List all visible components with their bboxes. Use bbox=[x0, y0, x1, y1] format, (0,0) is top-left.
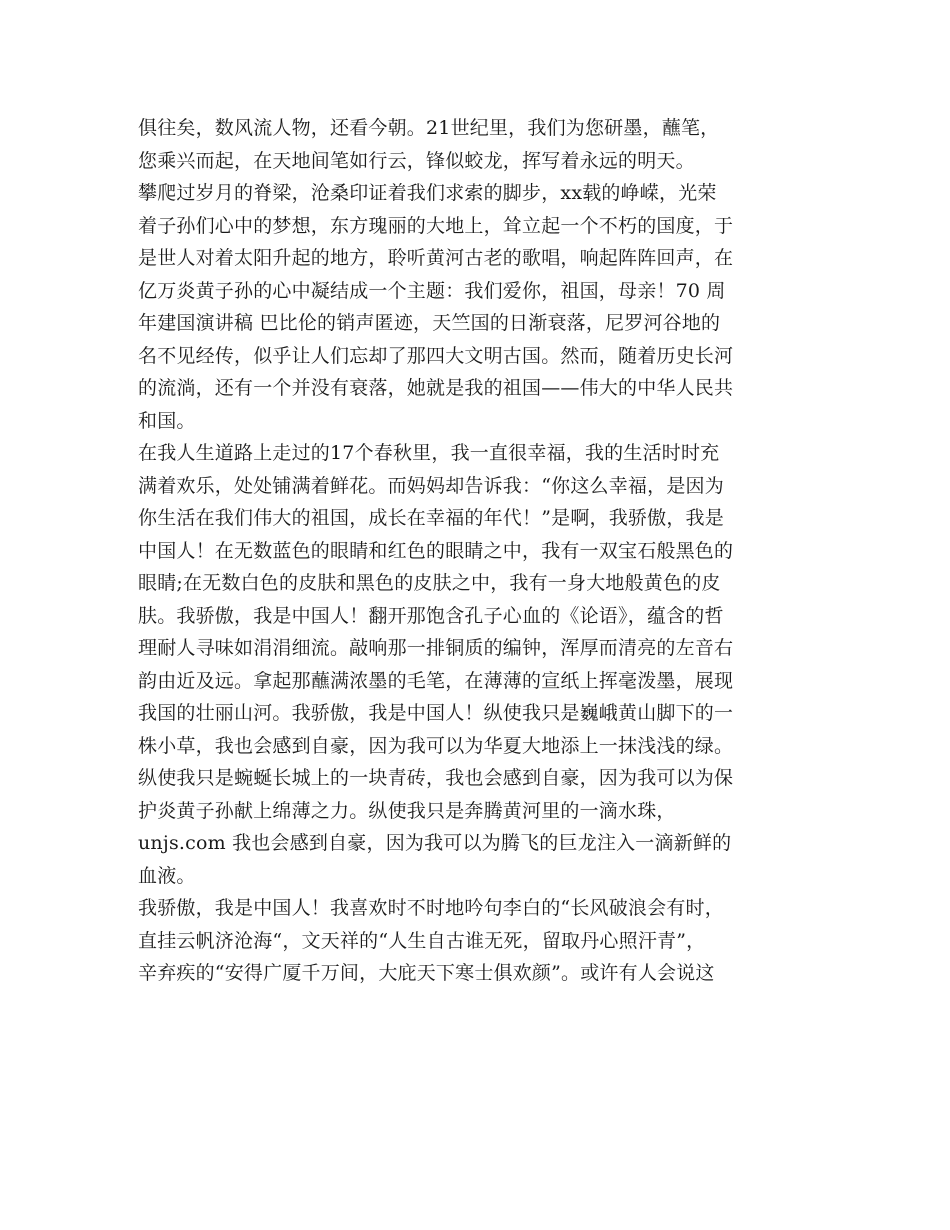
text-line: 在我人生道路上走过的17个春秋里，我一直很幸福，我的生活时时充 bbox=[138, 442, 720, 464]
text-line: 你生活在我们伟大的祖国，成长在幸福的年代！”是啊，我骄傲，我是 bbox=[138, 507, 724, 529]
text-line: 和国。 bbox=[138, 409, 196, 432]
document-body bbox=[138, 112, 818, 990]
text-line: 株小草，我也会感到自豪，因为我可以为华夏大地添上一抹浅浅的绿。 bbox=[138, 734, 734, 757]
text-line: 韵由近及远。拿起那蘸满浓墨的毛笔，在薄薄的宣纸上挥毫泼墨，展现 bbox=[138, 669, 734, 692]
text-line: 辛弃疾的“安得广厦千万间，大庇天下寒士俱欢颜”。或许有人会说这 bbox=[138, 962, 715, 984]
text-line: 年建国演讲稿 巴比伦的销声匿迹，天竺国的日渐衰落，尼罗河谷地的 bbox=[138, 312, 721, 334]
text-line: 亿万炎黄子孙的心中凝结成一个主题：我们爱你，祖国，母亲！70 周 bbox=[138, 279, 726, 302]
text-line: unjs.com 我也会感到自豪，因为我可以为腾飞的巨龙注入一滴新鲜的 bbox=[138, 832, 732, 854]
text-line: 血液。 bbox=[138, 864, 196, 887]
text-line: 的流淌，还有一个并没有衰落，她就是我的祖国——伟大的中华人民共 bbox=[138, 377, 734, 399]
text-line: 着子孙们心中的梦想，东方瑰丽的大地上，耸立起一个不朽的国度，于 bbox=[138, 214, 734, 237]
text-line: 俱往矣，数风流人物，还看今朝。21世纪里，我们为您研墨，蘸笔， bbox=[138, 117, 720, 139]
text-line: 中国人！在无数蓝色的眼睛和红色的眼睛之中，我有一双宝石般黑色的 bbox=[138, 539, 734, 562]
text-line: 是世人对着太阳升起的地方，聆听黄河古老的歌唱，响起阵阵回声，在 bbox=[138, 247, 734, 269]
text-line: 眼睛;在无数白色的皮肤和黑色的皮肤之中，我有一身大地般黄色的皮 bbox=[138, 572, 721, 594]
text-line: 我国的壮丽山河。我骄傲，我是中国人！纵使我只是巍峨黄山脚下的一 bbox=[138, 702, 734, 724]
text-line: 满着欢乐，处处铺满着鲜花。而妈妈却告诉我：“你这么幸福，是因为 bbox=[138, 474, 724, 497]
text-line: 您乘兴而起，在天地间笔如行云，锋似蛟龙，挥写着永远的明天。 bbox=[138, 149, 695, 172]
text-line: 攀爬过岁月的脊梁，沧桑印证着我们求索的脚步，xx载的峥嵘，光荣 bbox=[138, 182, 717, 204]
text-line: 护炎黄子孙献上绵薄之力。纵使我只是奔腾黄河里的一滴水珠， bbox=[138, 799, 676, 822]
text-line: 纵使我只是蜿蜒长城上的一块青砖，我也会感到自豪，因为我可以为保 bbox=[138, 767, 734, 789]
text-line: 肤。我骄傲，我是中国人！翻开那饱含孔子心血的《论语》，蕴含的哲 bbox=[138, 604, 724, 627]
text-line: 直挂云帆济沧海“，文天祥的“人生自古谁无死，留取丹心照汗青”， bbox=[138, 929, 706, 952]
text-line: 理耐人寻味如涓涓细流。敲响那一排铜质的编钟，浑厚而清亮的左音右 bbox=[138, 637, 734, 659]
text-line: 我骄傲，我是中国人！我喜欢时不时地吟句李白的“长风破浪会有时， bbox=[138, 897, 724, 919]
text-line: 名不见经传，似乎让人们忘却了那四大文明古国。然而，随着历史长河 bbox=[138, 344, 734, 367]
